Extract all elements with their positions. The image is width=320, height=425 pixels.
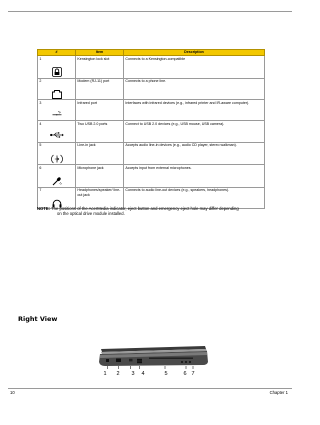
note-label: NOTE: (37, 206, 51, 211)
row-num-cell (38, 56, 76, 79)
row-number: 3 (39, 100, 42, 105)
note-paragraph (37, 206, 267, 216)
header-rule (8, 11, 292, 12)
row-number: 4 (39, 121, 42, 126)
row-number: 1 (39, 56, 42, 61)
row-num-cell (38, 142, 76, 165)
row-item-cell: Line-in jack (76, 142, 124, 165)
row-item-cell: Infrared port (76, 100, 124, 121)
header-description: Description (124, 50, 265, 56)
infrared-icon (52, 111, 62, 116)
header-item: Item (76, 50, 124, 56)
page-number: 10 (10, 390, 15, 395)
note-text: The positions of the AcerMedia indicator, eject button and emergency eject hole may differ depending (51, 206, 239, 211)
row-desc-cell: Connects to a phone line. (124, 78, 265, 100)
row-desc-cell: Accepts input from external microphones. (124, 165, 265, 188)
header-num: # (38, 50, 76, 56)
callout-4: 4 (141, 371, 145, 377)
callout-5: 5 (164, 371, 168, 377)
row-desc-cell: Connect to USB 2.0 devices (e.g., USB mouse, USB camera). (124, 121, 265, 142)
row-item-cell: Headphones/speaker/ line-out jack (76, 187, 124, 209)
callout-1: 1 (103, 371, 107, 377)
line-in-icon (51, 154, 63, 164)
row-item-cell: Modem (RJ-11) port (76, 78, 124, 100)
row-number: 7 (39, 188, 42, 193)
table-row (38, 78, 265, 100)
row-desc-cell: Connects to audio line-out devices (e.g., speakers, headphones). (124, 187, 265, 209)
table-row (38, 121, 265, 142)
table-row (38, 56, 265, 79)
laptop-right-view-figure (97, 342, 209, 378)
chapter-label: Chapter 1 (269, 390, 288, 395)
table-row (38, 165, 265, 188)
callout-6: 6 (183, 371, 187, 377)
row-num-cell (38, 165, 76, 188)
row-num-cell (38, 78, 76, 100)
row-desc-cell: Connects to a Kensington-compatible (124, 56, 265, 79)
callout-3: 3 (131, 371, 135, 377)
row-item-cell: Two USB 2.0 ports (76, 121, 124, 142)
row-item-cell: Microphone jack (76, 165, 124, 188)
row-number: 2 (39, 79, 42, 84)
row-item-cell: Kensington lock slot (76, 56, 124, 79)
callout-2: 2 (116, 371, 120, 377)
callout-7: 7 (191, 371, 195, 377)
row-number: 6 (39, 165, 42, 170)
note-text-continued: on the optical drive module installed. (57, 211, 125, 216)
row-num-cell (38, 121, 76, 142)
usb-icon (50, 132, 64, 138)
modem-port-icon (52, 90, 62, 99)
kensington-lock-icon (52, 67, 62, 77)
table-row (38, 142, 265, 165)
ports-table (37, 49, 265, 209)
row-number: 5 (39, 143, 42, 148)
row-num-cell (38, 100, 76, 121)
table-row (38, 100, 265, 121)
section-title: Right View (18, 315, 58, 323)
row-desc-cell: Accepts audio line-in devices (e.g., audio CD player, stereo walkman). (124, 142, 265, 165)
row-desc-cell: Interfaces with infrared devices (e.g., infrared printer and IR-aware computer). (124, 100, 265, 121)
footer-rule (8, 388, 292, 389)
microphone-icon (52, 176, 62, 186)
